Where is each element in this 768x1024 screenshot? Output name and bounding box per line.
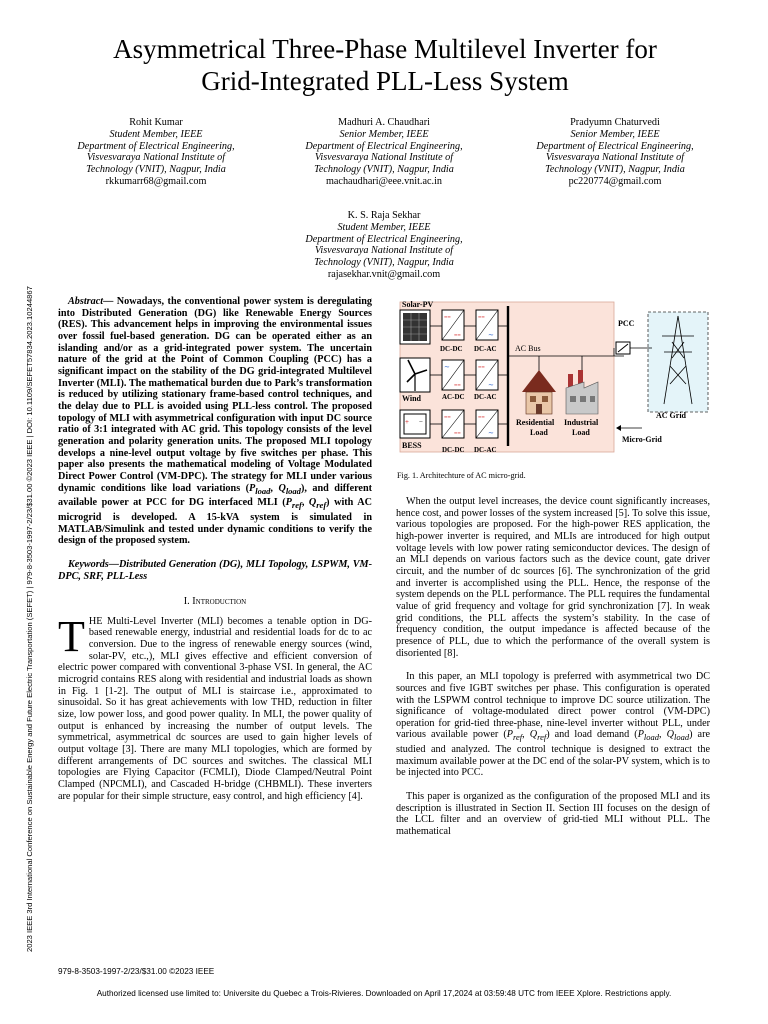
author-loc: Technology (VNIT), Nagpur, India bbox=[314, 257, 454, 269]
author-email: pc220774@gmail.com bbox=[568, 175, 662, 187]
svg-text:==: == bbox=[478, 315, 485, 321]
label-acdc: AC-DC bbox=[442, 393, 465, 401]
sidebar-text: 2023 IEEE 3rd International Conference on Sustainable Energy and Future Electric Transportation (SEFET) | 979-8-3503-1997-2/23/$31.00 ©2023 IEEE | DOI: 10.1109/SEFET57834.2023.10244867 bbox=[25, 286, 34, 952]
author-loc: Technology (VNIT), Nagpur, India bbox=[86, 164, 226, 176]
author-block-4 bbox=[284, 210, 484, 281]
label-dcdc-3: DC-DC bbox=[442, 446, 465, 454]
converter-dcac-1 bbox=[476, 310, 498, 340]
label-residential-2: Load bbox=[530, 428, 548, 437]
svg-text:==: == bbox=[478, 365, 485, 371]
author-block-1 bbox=[56, 117, 256, 188]
author-name: Pradyumn Chaturvedi bbox=[570, 117, 660, 128]
author-dept: Department of Electrical Engineering, bbox=[305, 140, 463, 152]
converter-dcac-3 bbox=[476, 410, 498, 438]
intro-paragraph: THE Multi-Level Inverter (MLI) becomes a tenable option in DG-based renewable energy, industrial and residential loads for dc to ac conversion. Due to the ingress of renewable energy sources (wind, solar-PV, etc.,), MLI gives effective and efficient conversion of electric power compared with conventional 3-phase VSI. In general, the AC microgrid contains RES along with residential and industrial loads as shown in Fig. 1 [1-2]. The output of MLI is staircase i.e., approximated to sinusoidal. So it has great achievements with low THD, reduction in filter size, low power loss, and good power quality. In MLI, the power quality of output is enhanced by increasing the number of output levels. The symmetrical, asymmetrical dc sources are used to gain higher levels of output voltage [3]. There are many MLI topologies, which are formed by different arrangements of DC sources and switches. The classical MLI topologies are Flying Capacitor (FCMLI), Diode Clamped/Neutral Point Clamped (NPCMLI), and Cascaded H-bridge (CHBMLI). These inverters are popular for their simple structure, easy control, and high efficiency [4]. bbox=[58, 611, 372, 802]
author-role: Student Member, IEEE bbox=[109, 128, 203, 140]
author-role: Senior Member, IEEE bbox=[339, 128, 429, 140]
svg-text:==: == bbox=[454, 431, 461, 437]
author-dept: Department of Electrical Engineering, bbox=[536, 140, 694, 152]
converter-dcac-2 bbox=[476, 360, 498, 390]
author-block-3 bbox=[515, 117, 715, 188]
abstract-lead: Abstract bbox=[68, 296, 104, 307]
label-bess: BESS bbox=[402, 441, 422, 450]
figure-caption: Fig. 1. Architechture of AC micro-grid. bbox=[397, 471, 526, 480]
right-column bbox=[396, 496, 710, 838]
label-solar-pv: Solar-PV bbox=[402, 300, 434, 309]
right-paragraph-3: This paper is organized as the configuration of the proposed MLI and its description is illustrated in Section II. Section III focuses on the design of the LCL filter and an overview of grid-tied MLI without PLL. The mathematical bbox=[396, 791, 710, 838]
svg-text:∼: ∼ bbox=[488, 381, 494, 389]
author-loc: Technology (VNIT), Nagpur, India bbox=[314, 164, 454, 176]
title-line-1: Asymmetrical Three-Phase Multilevel Inverter for bbox=[113, 34, 657, 64]
author-inst: Visvesvaraya National Institute of bbox=[314, 152, 454, 164]
section-heading-introduction: I. Introduction bbox=[183, 596, 247, 608]
svg-text:+: + bbox=[405, 418, 409, 426]
ac-grid-area bbox=[648, 312, 708, 412]
author-inst: Visvesvaraya National Institute of bbox=[314, 245, 454, 257]
paper-title bbox=[40, 33, 730, 97]
author-loc: Technology (VNIT), Nagpur, India bbox=[545, 164, 685, 176]
label-pcc: PCC bbox=[618, 319, 635, 328]
label-ac-bus: AC Bus bbox=[515, 344, 541, 353]
svg-text:−: − bbox=[419, 418, 423, 426]
title-line-2: Grid-Integrated PLL-Less System bbox=[201, 66, 569, 96]
label-dcac-3: DC-AC bbox=[474, 446, 497, 454]
author-email: machaudhari@eee.vnit.ac.in bbox=[325, 175, 442, 187]
drop-cap: T bbox=[58, 611, 85, 661]
label-wind: Wind bbox=[402, 394, 421, 403]
author-inst: Visvesvaraya National Institute of bbox=[545, 152, 685, 164]
svg-text:==: == bbox=[478, 415, 485, 421]
label-dcac-2: DC-AC bbox=[474, 393, 497, 401]
svg-text:∼: ∼ bbox=[488, 429, 494, 437]
conference-sidebar bbox=[12, 182, 34, 952]
svg-text:==: == bbox=[454, 333, 461, 339]
label-residential-1: Residential bbox=[516, 418, 555, 427]
author-name: K. S. Raja Sekhar bbox=[347, 210, 421, 221]
author-email: rkkumarr68@gmail.com bbox=[105, 175, 207, 187]
footer-copyright: 979-8-3503-1997-2/23/$31.00 ©2023 IEEE bbox=[58, 967, 215, 976]
converter-dcdc-1 bbox=[442, 310, 464, 340]
right-paragraph-2: In this paper, an MLI topology is preferred with asymmetrical two DC sources and five IGBT switches per phase. This configuration is operated with the LSPWM control technique to improve DC source utilization. The significance of voltage-modulated direct power control (VM-DPC) operation for grid-tied three-phase, nine-level inverter without PLL, under various available power ($P_{ref}$, $Q_{ref}$) and load demand ($P_{load}$, $Q_{load}$) are studied and analyzed. The control technique is designed to extract the maximum available power at the DC end of the solar-PV system, which is to be injected into PCC. bbox=[396, 671, 710, 779]
label-industrial-1: Industrial bbox=[564, 418, 599, 427]
converter-acdc bbox=[442, 360, 464, 390]
abstract: Abstract— Nowadays, the conventional power system is deregulating into Distributed Generation (DG) like Renewable Energy Sources (RES). This advancement helps in improving the environmental issues over fossil fuel-based generation. DG can be operated either as an islanding and/or as a grid-integrated power system. The uncertain nature of the grid at the Point of Common Coupling (PCC) has a significant impact on the stability of the DG grid-integrated Multilevel Inverter (MLI). The mathematical burden due to Park’s transformation is reduced by utilizing stationary frame-based control techniques, and the delay due to PLL is avoided using PLL-less control. The proposed topology of MLI with asymmetrical configuration with input DC source ratio of 3:1 integrated with AC grid. This topology consists of the level generation and polarity generation units. The proposed MLI topology develops a nine-level output voltage by five switches per phase. This paper also presents the mathematical modeling of Voltage Modulated Direct Power Control (VM-DPC). The strategy for MLI under various dynamic conditions like load variations ($P_{load}$, $Q_{load}$), and different available power at PCC for DG interfaced MLI ($P_{ref}$, $Q_{ref}$) with AC microgrid is developed. A 15-kVA system is simulated in MATLAB/Simulink and tested under dynamic conditions to verify the design of the proposed system. bbox=[58, 296, 373, 547]
svg-text:∼: ∼ bbox=[488, 331, 494, 339]
author-role: Senior Member, IEEE bbox=[570, 128, 660, 140]
label-industrial-2: Load bbox=[572, 428, 590, 437]
author-block-2 bbox=[284, 117, 484, 188]
left-column bbox=[58, 296, 372, 802]
author-dept: Department of Electrical Engineering, bbox=[77, 140, 235, 152]
author-email: rajasekhar.vnit@gmail.com bbox=[327, 268, 441, 280]
svg-text:==: == bbox=[444, 415, 451, 421]
author-name: Rohit Kumar bbox=[129, 117, 183, 128]
author-inst: Visvesvaraya National Institute of bbox=[86, 152, 226, 164]
footer-license: Authorized licensed use limited to: Universite du Quebec a Trois-Rivieres. Downloaded on April 17,2024 at 03:59:48 UTC from IEEE Xplore. Restrictions apply. bbox=[96, 989, 672, 998]
right-paragraph-1: When the output level increases, the device count significantly increases, hence cost, and power losses of the system increased [5]. To solve this issue, various topologies are proposed. For the high-power RES application, the high-power inverter is required, and MLIs are introduced for high output voltage levels with low power rating semiconductor devices. The design of an MLI depends on various factors such as the device count, gate driver circuit, and the number of dc sources [6]. The synchronization of the grid and inverter is accomplished using the PLL. Hence, the response of the system depends on the PLL performance. The PLL requires the fundamental value of grid frequency and voltage for grid synchronization [7]. In weak grid conditions, the PLL affects the system’s stability. In the case of frequency condition, the output impedance is affected because of the presence of PLL, due to which the performance of the overall system is disoriented [8]. bbox=[396, 496, 710, 659]
figure-ac-microgrid bbox=[394, 296, 714, 454]
author-role: Student Member, IEEE bbox=[337, 221, 431, 233]
svg-text:==: == bbox=[444, 315, 451, 321]
label-dcdc-1: DC-DC bbox=[440, 345, 463, 353]
label-ac-grid: AC Grid bbox=[656, 411, 686, 420]
author-name: Madhuri A. Chaudhari bbox=[338, 117, 430, 128]
author-dept: Department of Electrical Engineering, bbox=[305, 233, 463, 245]
svg-text:==: == bbox=[454, 383, 461, 389]
label-micro-grid: Micro-Grid bbox=[622, 435, 662, 444]
keywords: Keywords—Distributed Generation (DG), MLI Topology, LSPWM, VM-DPC, SRF, PLL-Less bbox=[58, 558, 372, 582]
svg-text:∼: ∼ bbox=[444, 363, 450, 371]
label-dcac-1: DC-AC bbox=[474, 345, 497, 353]
converter-dcdc-3 bbox=[442, 410, 464, 438]
